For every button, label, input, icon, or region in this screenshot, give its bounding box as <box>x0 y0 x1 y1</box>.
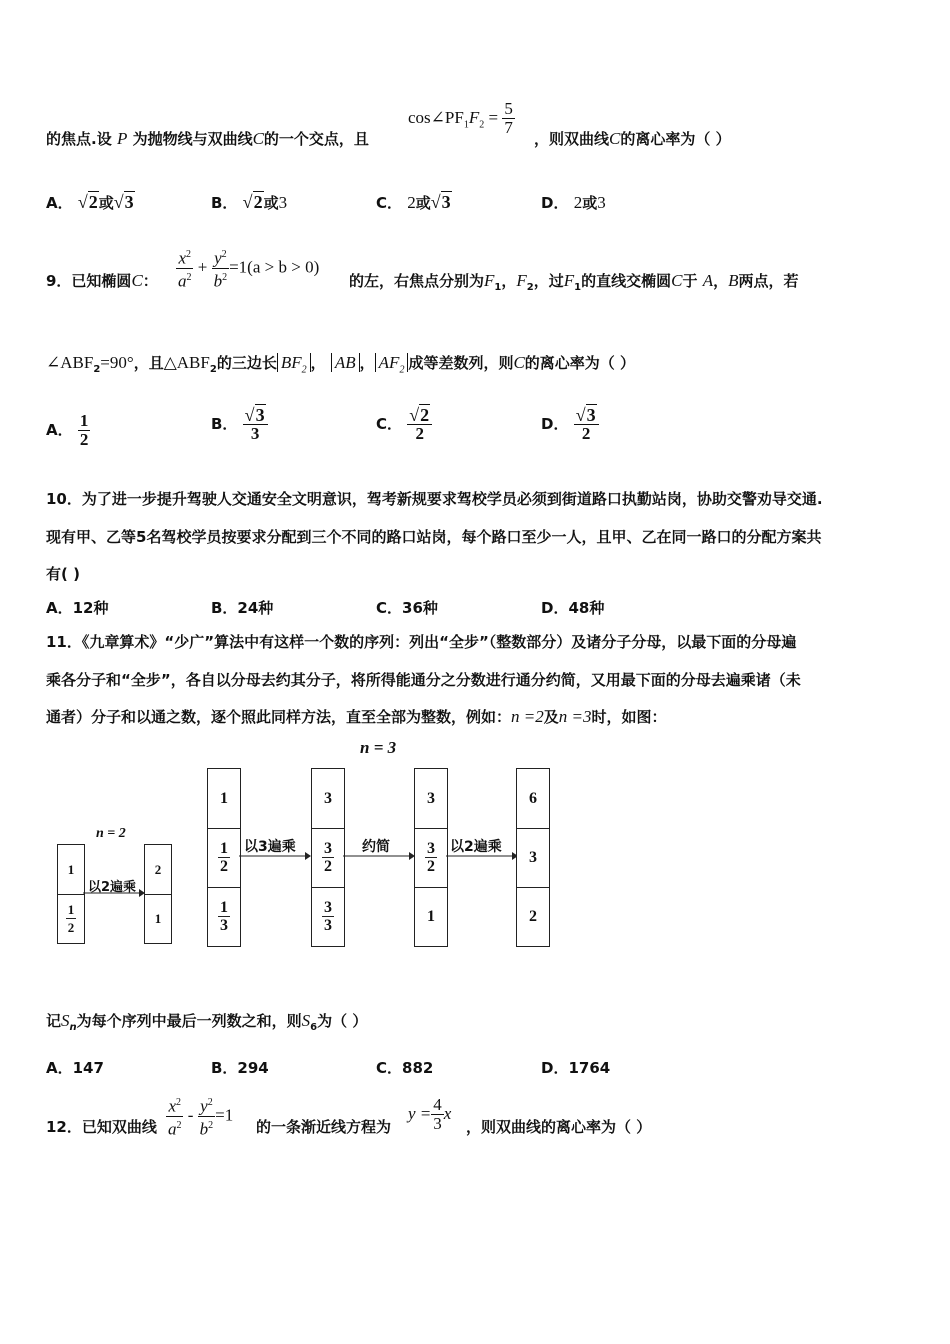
q11-line3: 通者）分子和以通之数，逐个照此同样方法，直至全部为整数，例如：n =2及n =3时，如图： <box>46 707 667 726</box>
n3-column-simplified: 3 3 2 1 <box>414 768 448 947</box>
q11-line2: 乘各分子和“全步”，各自以分母去约其分子，将所得能通分之分数进行通分约简，又用最下面的分母去遍乘诸（未 <box>46 671 801 689</box>
q11-option-c[interactable]: C．882 <box>376 1059 434 1077</box>
arrow-label: 以3遍乘 <box>244 839 296 855</box>
arrow-icon <box>446 851 518 861</box>
q10-option-d[interactable]: D．48种 <box>541 599 605 617</box>
q11-line1: 11．《九章算术》“少广”算法中有这样一个数的序列：列出“全步”（整数部分）及诸分子分母，以最下面的分母遍 <box>46 633 797 651</box>
n3-label: n = 3 <box>360 738 397 757</box>
q9-stem: 9．已知椭圆C： <box>46 271 158 290</box>
n2-column-result: 2 1 <box>144 844 172 944</box>
q12-asymptote: y = $\frac{4}{3}$ x <box>408 1095 452 1133</box>
q8-option-b[interactable]: B． √2或3 <box>211 192 288 212</box>
q8-cos-formula: $\cos\angle PF_1F_2$ = $\frac{5}{7}$ <box>408 99 513 137</box>
n2-label: n = 2 <box>96 826 126 841</box>
q10-option-c[interactable]: C．36种 <box>376 599 438 617</box>
q9-ellipse-equation: $\frac{x^2}{a^2}$ + $\frac{y^2}{b^2}$ =1(a > b > 0) <box>176 246 319 290</box>
q11-option-a[interactable]: A．147 <box>46 1059 104 1077</box>
q9-stem-cont: 的左，右焦点分别为$F_1$，$F_2$，过$F_1$的直线交椭圆C于 A，B两点，若 <box>349 271 799 293</box>
arrow-label: 以2遍乘 <box>450 839 502 855</box>
sqrt-icon: √2 <box>77 192 98 212</box>
arrow-icon <box>239 851 311 861</box>
q8-stem-end: ，则双曲线C的离心率为（ ） <box>534 129 731 148</box>
q12-stem-cont: 的一条渐近线方程为 <box>256 1118 392 1136</box>
q8-option-d[interactable]: D． 2或3 <box>541 193 606 212</box>
n2-column-initial: 1 1 2 <box>57 844 85 944</box>
q10-line3: 有( ) <box>46 565 80 583</box>
n3-column-multiplied: 3 3 2 3 3 <box>311 768 345 947</box>
q9-option-a[interactable]: A． $\frac{1}{2}$ <box>46 411 89 449</box>
q10-line1: 10．为了进一步提升驾驶人交通安全文明意识，驾考新规要求驾校学员必须到街道路口执勤站岗，协助交警劝导交通. <box>46 490 823 508</box>
q9-option-b[interactable]: B． $\frac{√3}{3}$ <box>211 406 268 443</box>
q9-stem-line2: $\angle ABF_2=90^\circ$，且$\triangle ABF_2$的三边长 $BF_2$ ， AB ， $AF_2$ 成等差数列，则C的离心率为（ ） <box>46 353 636 376</box>
q11-option-b[interactable]: B．294 <box>211 1059 269 1077</box>
q9-option-d[interactable]: D． $\frac{√3}{2}$ <box>541 406 599 443</box>
arrow-label: 约简 <box>362 839 390 855</box>
q11-option-d[interactable]: D．1764 <box>541 1059 611 1077</box>
q8-option-a[interactable]: A． √2或√3 <box>46 192 134 212</box>
q10-line2: 现有甲、乙等5名驾校学员按要求分配到三个不同的路口站岗，每个路口至少一人，且甲、乙在同一路口的分配方案共 <box>46 528 822 546</box>
q12-stem: 12．已知双曲线 <box>46 1118 157 1136</box>
q9-option-c[interactable]: C． $\frac{√2}{2}$ <box>376 406 432 443</box>
q11-question: 记$S_n$为每个序列中最后一列数之和，则$S_6$为（ ） <box>46 1011 368 1033</box>
q10-option-b[interactable]: B．24种 <box>211 599 274 617</box>
q12-stem-end: ，则双曲线的离心率为（ ） <box>466 1118 652 1136</box>
q8-stem: 的焦点.设 P 为抛物线与双曲线C的一个交点，且 <box>46 129 369 148</box>
arrow-label: 以2遍乘 <box>88 880 137 895</box>
q10-option-a[interactable]: A．12种 <box>46 599 109 617</box>
q12-hyperbola-equation: $\frac{x^2}{a^2}$ - $\frac{y^2}{b^2}$ =1 <box>166 1094 233 1138</box>
arrow-icon <box>83 888 145 898</box>
q8-option-c[interactable]: C． 2或√3 <box>376 192 451 212</box>
n3-column-initial: 1 1 2 1 3 <box>207 768 241 947</box>
arrow-icon <box>343 851 415 861</box>
n3-column-result: 6 3 2 <box>516 768 550 947</box>
